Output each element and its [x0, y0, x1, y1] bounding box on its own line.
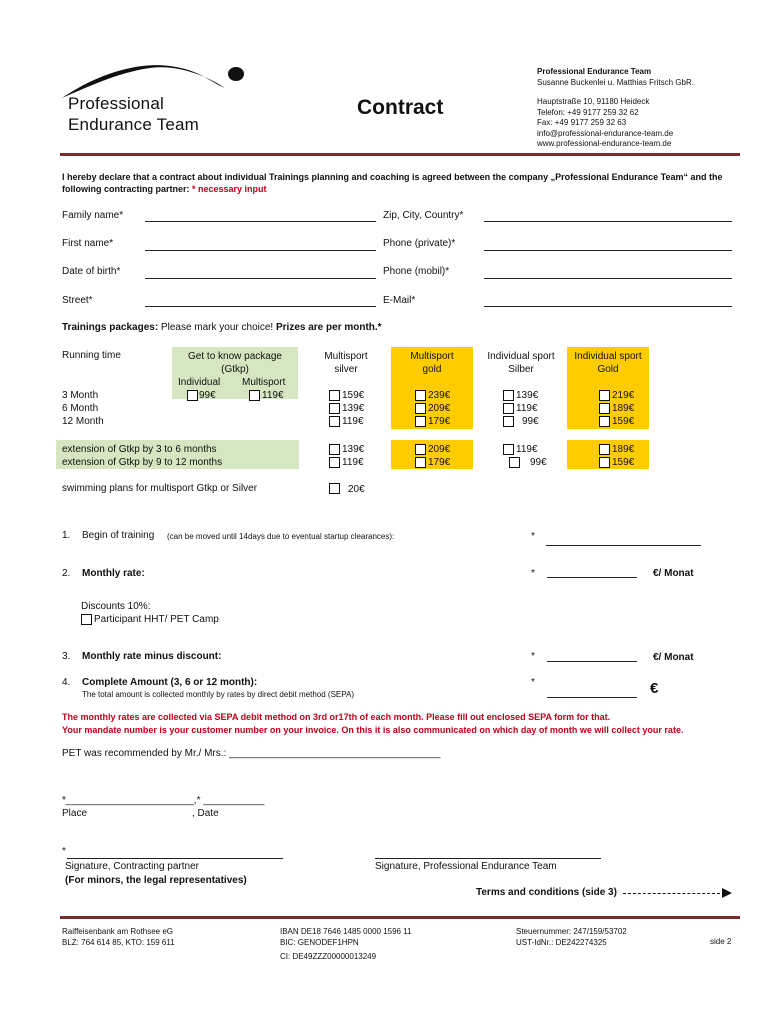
month-3-label: 3 Month	[62, 390, 99, 401]
packages-heading-normal: Please mark your choice!	[158, 322, 276, 333]
ext-1-label: extension of Gtkp by 3 to 6 months	[62, 444, 217, 455]
label-email: E-Mail*	[383, 295, 416, 306]
footer-bank-name: Raiffeisenbank am Rothsee eG	[62, 927, 174, 936]
ext-2-label: extension of Gtkp by 9 to 12 months	[62, 457, 223, 468]
sig-pet-line[interactable]	[375, 858, 601, 859]
label-dob: Date of birth*	[62, 266, 121, 277]
ms-gold-6m-checkbox[interactable]	[415, 403, 426, 414]
place-date-field[interactable]: *_______________________,* ___________	[62, 795, 265, 806]
ms-gold-3m-price: 239€	[428, 390, 451, 401]
ms-silver-3m-checkbox[interactable]	[329, 390, 340, 401]
packages-heading-bold2: Prizes are per month.*	[275, 322, 382, 333]
recommended-field[interactable]: PET was recommended by Mr./ Mrs.: ______________________________________	[62, 748, 441, 759]
ind-silber-title-2: Silber	[508, 364, 534, 375]
ind-gold-3m-price: 219€	[612, 390, 635, 401]
footer-side: side 2	[710, 937, 732, 946]
street-field[interactable]	[145, 306, 376, 307]
intro-body: I hereby declare that a contract about individual Trainings planning and coaching is agreed between the company „Professional Endurance Team“ and the following contracting partner:	[62, 172, 723, 194]
item-1-note: (can be moved until 14days due to eventual startup clearances):	[167, 532, 395, 541]
sepa-line-1: The monthly rates are collected via SEPA debit method on 3rd or17th of each month. Please fill out enclosed SEPA form for that.	[62, 712, 611, 722]
footer-bank	[62, 926, 175, 948]
label-family-name: Family name*	[62, 210, 124, 221]
item-2-label: Monthly rate:	[82, 568, 145, 579]
ms-silver-6m-checkbox[interactable]	[329, 403, 340, 414]
monthly-rate-minus-discount-field[interactable]	[547, 661, 637, 662]
dob-field[interactable]	[145, 278, 376, 279]
ext1-ms-silver-checkbox[interactable]	[329, 444, 340, 455]
gtkp-multisport-price: 119€	[262, 390, 284, 401]
ms-silver-title	[305, 350, 387, 376]
item-3-unit: €/ Monat	[653, 652, 694, 663]
ms-gold-12m-checkbox[interactable]	[415, 416, 426, 427]
ind-silber-3m-checkbox[interactable]	[503, 390, 514, 401]
company-owners: Susanne Buckenlei u. Matthias Fritsch GbR.	[537, 77, 694, 87]
swim-checkbox[interactable]	[329, 483, 340, 494]
item-1-label: Begin of training	[82, 530, 155, 541]
ind-silber-12m-price: 99€	[522, 416, 539, 427]
ms-gold-3m-checkbox[interactable]	[415, 390, 426, 401]
ms-gold-title-2: gold	[422, 364, 442, 375]
ms-gold-6m-price: 209€	[428, 403, 451, 414]
item-1-num: 1.	[62, 530, 71, 541]
intro-required: * necessary input	[192, 184, 267, 194]
ind-silber-3m-price: 139€	[516, 390, 539, 401]
phone-mobil-field[interactable]	[484, 278, 732, 279]
swim-label: swimming plans for multisport Gtkp or Silver	[62, 483, 258, 494]
ext1-ind-silber-checkbox[interactable]	[503, 444, 514, 455]
ext2-ind-silber-checkbox[interactable]	[509, 457, 520, 468]
ms-silver-title-1: Multisport	[324, 351, 368, 362]
ext1-ms-silver-price: 139€	[342, 444, 365, 455]
company-name: Professional Endurance Team	[537, 67, 652, 76]
footer-iban-block	[280, 926, 412, 962]
ind-gold-title-1: Individual sport	[574, 351, 642, 362]
sig-partner-line[interactable]	[67, 858, 283, 859]
item-4-note: The total amount is collected monthly by rates by direct debit method (SEPA)	[82, 690, 354, 699]
item-4-num: 4.	[62, 677, 71, 688]
gtkp-individual-checkbox[interactable]	[187, 390, 198, 401]
arrow-right-icon	[722, 888, 732, 898]
label-street: Street*	[62, 295, 93, 306]
packages-heading	[62, 322, 382, 333]
ind-gold-6m-price: 189€	[612, 403, 635, 414]
item-3-num: 3.	[62, 651, 71, 662]
label-phone-private: Phone (private)*	[383, 238, 456, 249]
label-first-name: First name*	[62, 238, 114, 249]
footer-blz: BLZ: 764 614 85, KTO: 159 611	[62, 938, 175, 947]
ms-silver-12m-checkbox[interactable]	[329, 416, 340, 427]
month-12-label: 12 Month	[62, 416, 104, 427]
ind-gold-title-2: Gold	[597, 364, 619, 375]
family-name-field[interactable]	[145, 221, 376, 222]
footer-ci: CI: DE49ZZZ00000013249	[280, 952, 377, 961]
ms-silver-title-2: silver	[334, 364, 358, 375]
ext2-ms-gold-price: 179€	[428, 457, 451, 468]
ind-gold-title	[567, 350, 649, 376]
terms-link[interactable]: Terms and conditions (side 3)	[476, 887, 617, 898]
sig-minors-label: (For minors, the legal representatives)	[65, 875, 247, 886]
footer-tax-block	[516, 926, 627, 948]
company-email: info@professional-endurance-team.de	[537, 128, 674, 138]
footer-divider	[60, 916, 740, 919]
running-time-label: Running time	[62, 350, 121, 361]
swim-price: 20€	[348, 484, 365, 495]
footer-bic: BIC: GENODEF1HPN	[280, 938, 359, 947]
ext2-ind-gold-checkbox[interactable]	[599, 457, 610, 468]
company-phone: Telefon: +49 9177 259 32 62	[537, 107, 639, 117]
email-field[interactable]	[484, 306, 732, 307]
place-label: Place	[62, 808, 88, 819]
ind-gold-12m-price: 159€	[612, 416, 635, 427]
ext2-ind-silber-price: 99€	[530, 457, 547, 468]
item-3-star: *	[531, 651, 535, 662]
discount-option-label: Participant HHT/ PET Camp	[94, 614, 219, 625]
month-6-label: 6 Month	[62, 403, 99, 414]
terms-arrow-icon	[623, 893, 725, 894]
header-divider	[60, 153, 740, 156]
zip-field[interactable]	[484, 221, 732, 222]
sig-pet-label: Signature, Professional Endurance Team	[375, 861, 557, 872]
discount-title: Discounts 10%:	[81, 601, 151, 612]
gtkp-title-2: (Gtkp)	[221, 364, 249, 375]
ms-gold-title	[391, 350, 473, 376]
ext1-ind-gold-price: 189€	[612, 444, 635, 455]
ind-silber-12m-checkbox[interactable]	[503, 416, 514, 427]
item-2-num: 2.	[62, 568, 71, 579]
ext2-ms-gold-checkbox[interactable]	[415, 457, 426, 468]
phone-private-field[interactable]	[484, 250, 732, 251]
label-zip: Zip, City, Country*	[383, 210, 464, 221]
discount-checkbox[interactable]	[81, 614, 92, 625]
item-1-star: *	[531, 531, 535, 542]
gtkp-individual-price: 99€	[199, 390, 216, 401]
ms-gold-12m-price: 179€	[428, 416, 451, 427]
company-info	[537, 67, 694, 150]
date-label: , Date	[192, 808, 219, 819]
gtkp-title-1: Get to know package	[188, 351, 282, 362]
ind-gold-12m-checkbox[interactable]	[599, 416, 610, 427]
ext1-ms-gold-price: 209€	[428, 444, 451, 455]
item-4-star: *	[531, 677, 535, 688]
gtkp-multisport-label: Multisport	[242, 377, 286, 388]
item-2-unit: €/ Monat	[653, 568, 694, 579]
footer-ust: UST-IdNr.: DE242274325	[516, 938, 607, 947]
monthly-rate-field[interactable]	[547, 577, 637, 578]
intro-text	[62, 171, 742, 195]
company-web: www.professional-endurance-team.de	[537, 139, 672, 148]
page-title: Contract	[357, 96, 444, 119]
ext1-ms-gold-checkbox[interactable]	[415, 444, 426, 455]
ext1-ind-silber-price: 119€	[516, 444, 538, 455]
sepa-line-2: Your mandate number is your customer number on your invoice. On this it is also communicated on which day of month we will collect your rate.	[62, 725, 684, 735]
ms-silver-3m-price: 159€	[342, 390, 365, 401]
item-3-label: Monthly rate minus discount:	[82, 651, 222, 662]
ind-silber-6m-price: 119€	[516, 403, 538, 414]
first-name-field[interactable]	[145, 250, 376, 251]
item-4-euro: €	[650, 680, 659, 697]
ind-silber-title	[478, 350, 564, 376]
packages-heading-bold: Trainings packages:	[62, 322, 159, 333]
ind-silber-6m-checkbox[interactable]	[503, 403, 514, 414]
ind-gold-6m-checkbox[interactable]	[599, 403, 610, 414]
company-address: Hauptstraße 10, 91180 Heideck	[537, 97, 650, 106]
footer-iban: IBAN DE18 7646 1485 0000 1596 11	[280, 927, 412, 936]
item-2-star: *	[531, 568, 535, 579]
complete-amount-field[interactable]	[547, 697, 637, 698]
ms-silver-12m-price: 119€	[342, 416, 364, 427]
label-phone-mobil: Phone (mobil)*	[383, 266, 450, 277]
ind-gold-3m-checkbox[interactable]	[599, 390, 610, 401]
sig-partner-label: Signature, Contracting partner	[65, 861, 199, 872]
gtkp-title	[172, 350, 298, 376]
ms-silver-6m-price: 139€	[342, 403, 365, 414]
ext2-ind-gold-price: 159€	[612, 457, 635, 468]
sepa-notice	[62, 711, 683, 737]
logo-line2: Endurance Team	[68, 115, 200, 134]
ext1-ind-gold-checkbox[interactable]	[599, 444, 610, 455]
sig-partner-star: *	[62, 846, 66, 857]
ext2-ms-silver-price: 119€	[342, 457, 364, 468]
gtkp-individual-label: Individual	[178, 377, 221, 388]
begin-of-training-field[interactable]	[546, 545, 701, 546]
item-4-label: Complete Amount (3, 6 or 12 month):	[82, 677, 258, 688]
ind-silber-title-1: Individual sport	[487, 351, 555, 362]
logo-line1: Professional	[68, 94, 164, 113]
gtkp-multisport-checkbox[interactable]	[249, 390, 260, 401]
ms-gold-title-1: Multisport	[410, 351, 454, 362]
logo-text	[68, 93, 199, 135]
company-fax: Fax: +49 9177 259 32 63	[537, 118, 627, 127]
ext2-ms-silver-checkbox[interactable]	[329, 457, 340, 468]
footer-tax: Steuernummer: 247/159/53702	[516, 927, 627, 936]
